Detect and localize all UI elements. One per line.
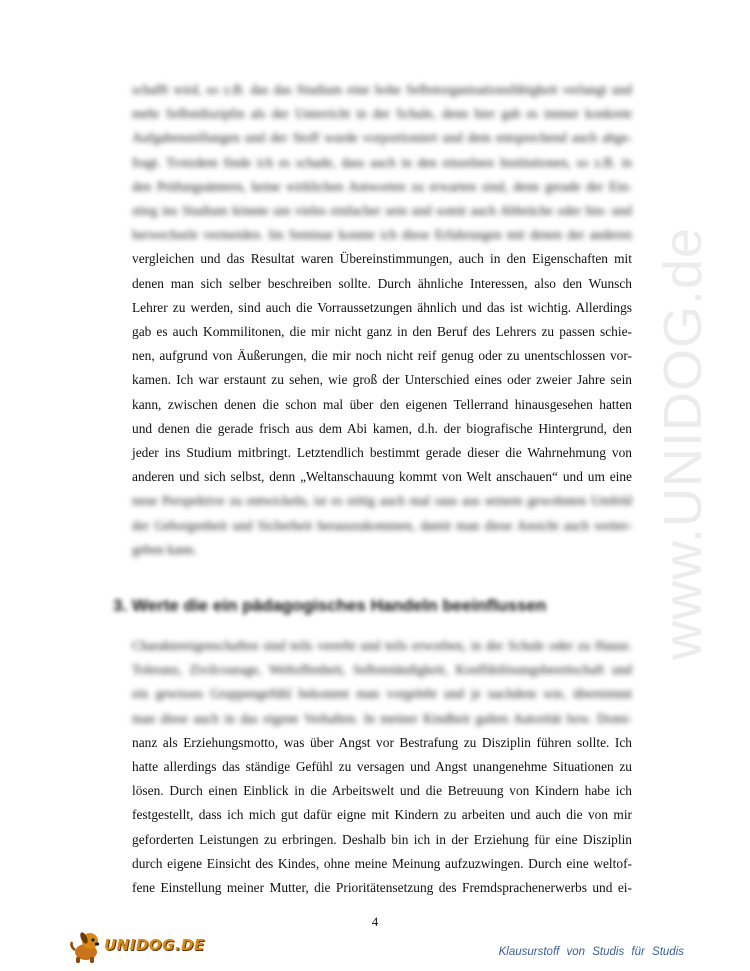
paragraph-block-1 — [132, 78, 632, 562]
text-line: gab es auch Kommilitonen, die mir nicht ganz in den Beruf des Lehrers zu passen schie- — [132, 324, 632, 340]
text-line: fragt. Trotzdem finde ich es schade, dass auch in den einzelnen Institutionen, so z.B. in — [132, 154, 632, 170]
text-line: kann, zwischen denen die schon mal über den eigenen Tellerrand hinausgesehen hatten — [132, 396, 632, 412]
text-line: geben kann. — [132, 541, 197, 557]
text-line: schafft wird, so z.B. das das Studium eine hohe Selbstorganisationsfähigkeit verlangt und — [132, 82, 632, 97]
watermark: www.UNIDOG.de — [653, 226, 713, 660]
logo-text: UNIDOG.DE — [104, 936, 205, 954]
text-line: man diese auch in das eigene Verhalten. In meiner Kindheit galten Autorität bzw. Domi- — [132, 710, 632, 726]
text-line: hatte allerdings das ständige Gefühl zu versagen und Angst unangenehme Situationen zu — [132, 759, 632, 775]
page-number: 4 — [371, 914, 379, 929]
footer-tagline: Klausurstoff von Studis für Studis — [498, 946, 684, 958]
text-line: vergleichen und das Resultat waren Übereinstimmungen, auch in den Eigenschaften mit — [132, 251, 632, 267]
text-line: jeder ins Studium mitbringt. Letztendlich bestimmt gerade dieser die Wahrnehmung von — [132, 445, 632, 461]
text-line: der Geborgenheit und Sicherheit herauszukommen, damit man diese Ansicht auch weiter- — [132, 517, 632, 533]
text-line: Lehrer zu werden, sind auch die Vorraussetzungen ähnlich und das ist wichtig. Allerdings — [132, 299, 632, 315]
text-line: geforderten Leistungen zu erbringen. Deshalb bin ich in der Erziehung für eine Disziplin — [132, 831, 632, 847]
text-line: fene Einstellung meiner Mutter, die Prioritätensetzung des Fremdsprachenerwerbs und ei- — [132, 880, 632, 896]
text-line: Aufgabenstellungen und der Stoff wurde vorportioniert und dem entsprechend auch abge- — [132, 130, 632, 146]
text-line: kamen. Ich war erstaunt zu sehen, wie groß der Unterschied eines oder zweier Jahre sein — [132, 372, 632, 388]
text-line: denen man sich selber beschreiben sollte. Durch ähnliche Interessen, also den Wunsch — [132, 275, 632, 291]
text-line: durch eigene Einsicht des Kindes, ohne meine Meinung aufzuzwingen. Durch eine weltof- — [132, 855, 632, 871]
text-line: stieg ins Studium könnte um vieles einfacher sein und somit auch Abbrüche oder hin- und — [132, 203, 632, 219]
text-line: nanz als Erziehungsmotto, was über Angst vor Bestrafung zu Disziplin führen sollte. Ich — [132, 734, 632, 750]
text-line: und denen die gerade frisch aus dem Abi kamen, d.h. der biografische Hintergrund, den — [132, 420, 632, 436]
text-line: mehr Selbstdisziplin als der Unterricht in der Schule, denn hier gab es immer konkrete — [132, 106, 632, 122]
text-line: Charaktereigenschaften sind teils vererbt und teils erworben, in der Schule oder zu Hause. — [132, 638, 632, 653]
paragraph-block-2 — [132, 634, 632, 900]
text-line: lösen. Durch einen Einblick in die Arbeitswelt und die Betreuung von Kindern habe ich — [132, 783, 632, 799]
dog-icon — [68, 928, 104, 964]
text-line: herwechsele vermeiden. Im Seminar konnte ich diese Erfahrungen mit denen der anderen — [132, 227, 632, 243]
text-line: nen, aufgrund von Äußerungen, die mir noch nicht reif genug oder zu unentschlossen vor- — [132, 348, 632, 364]
text-line: neue Perspektive zu entwickeln, ist es nötig auch mal raus aus seinem gewohnten Umfeld — [132, 493, 632, 509]
text-line: anderen und sich selbst, denn „Weltanschauung kommt von Welt anschauen“ und um eine — [132, 469, 632, 485]
text-line: ein gewisses Gruppengefühl bekommt man vorgelebt und je nachdem wie, übernimmt — [132, 686, 632, 702]
text-line: den Prüfungsämtern, keine wirklichen Antworten zu erwarten sind, denn gerade der Ein- — [132, 178, 632, 194]
text-line: festgestellt, dass ich mich gut dafür eigne mit Kindern zu arbeiten und auch die von mir — [132, 807, 632, 823]
text-line: Toleranz, Zivilcourage, Weltoffenheit, Selbstständigkeit, Konfliktlösungsbereitschaft und — [132, 662, 632, 678]
section-heading: 3. Werte die ein pädagogisches Handeln beeinflussen — [113, 596, 547, 615]
